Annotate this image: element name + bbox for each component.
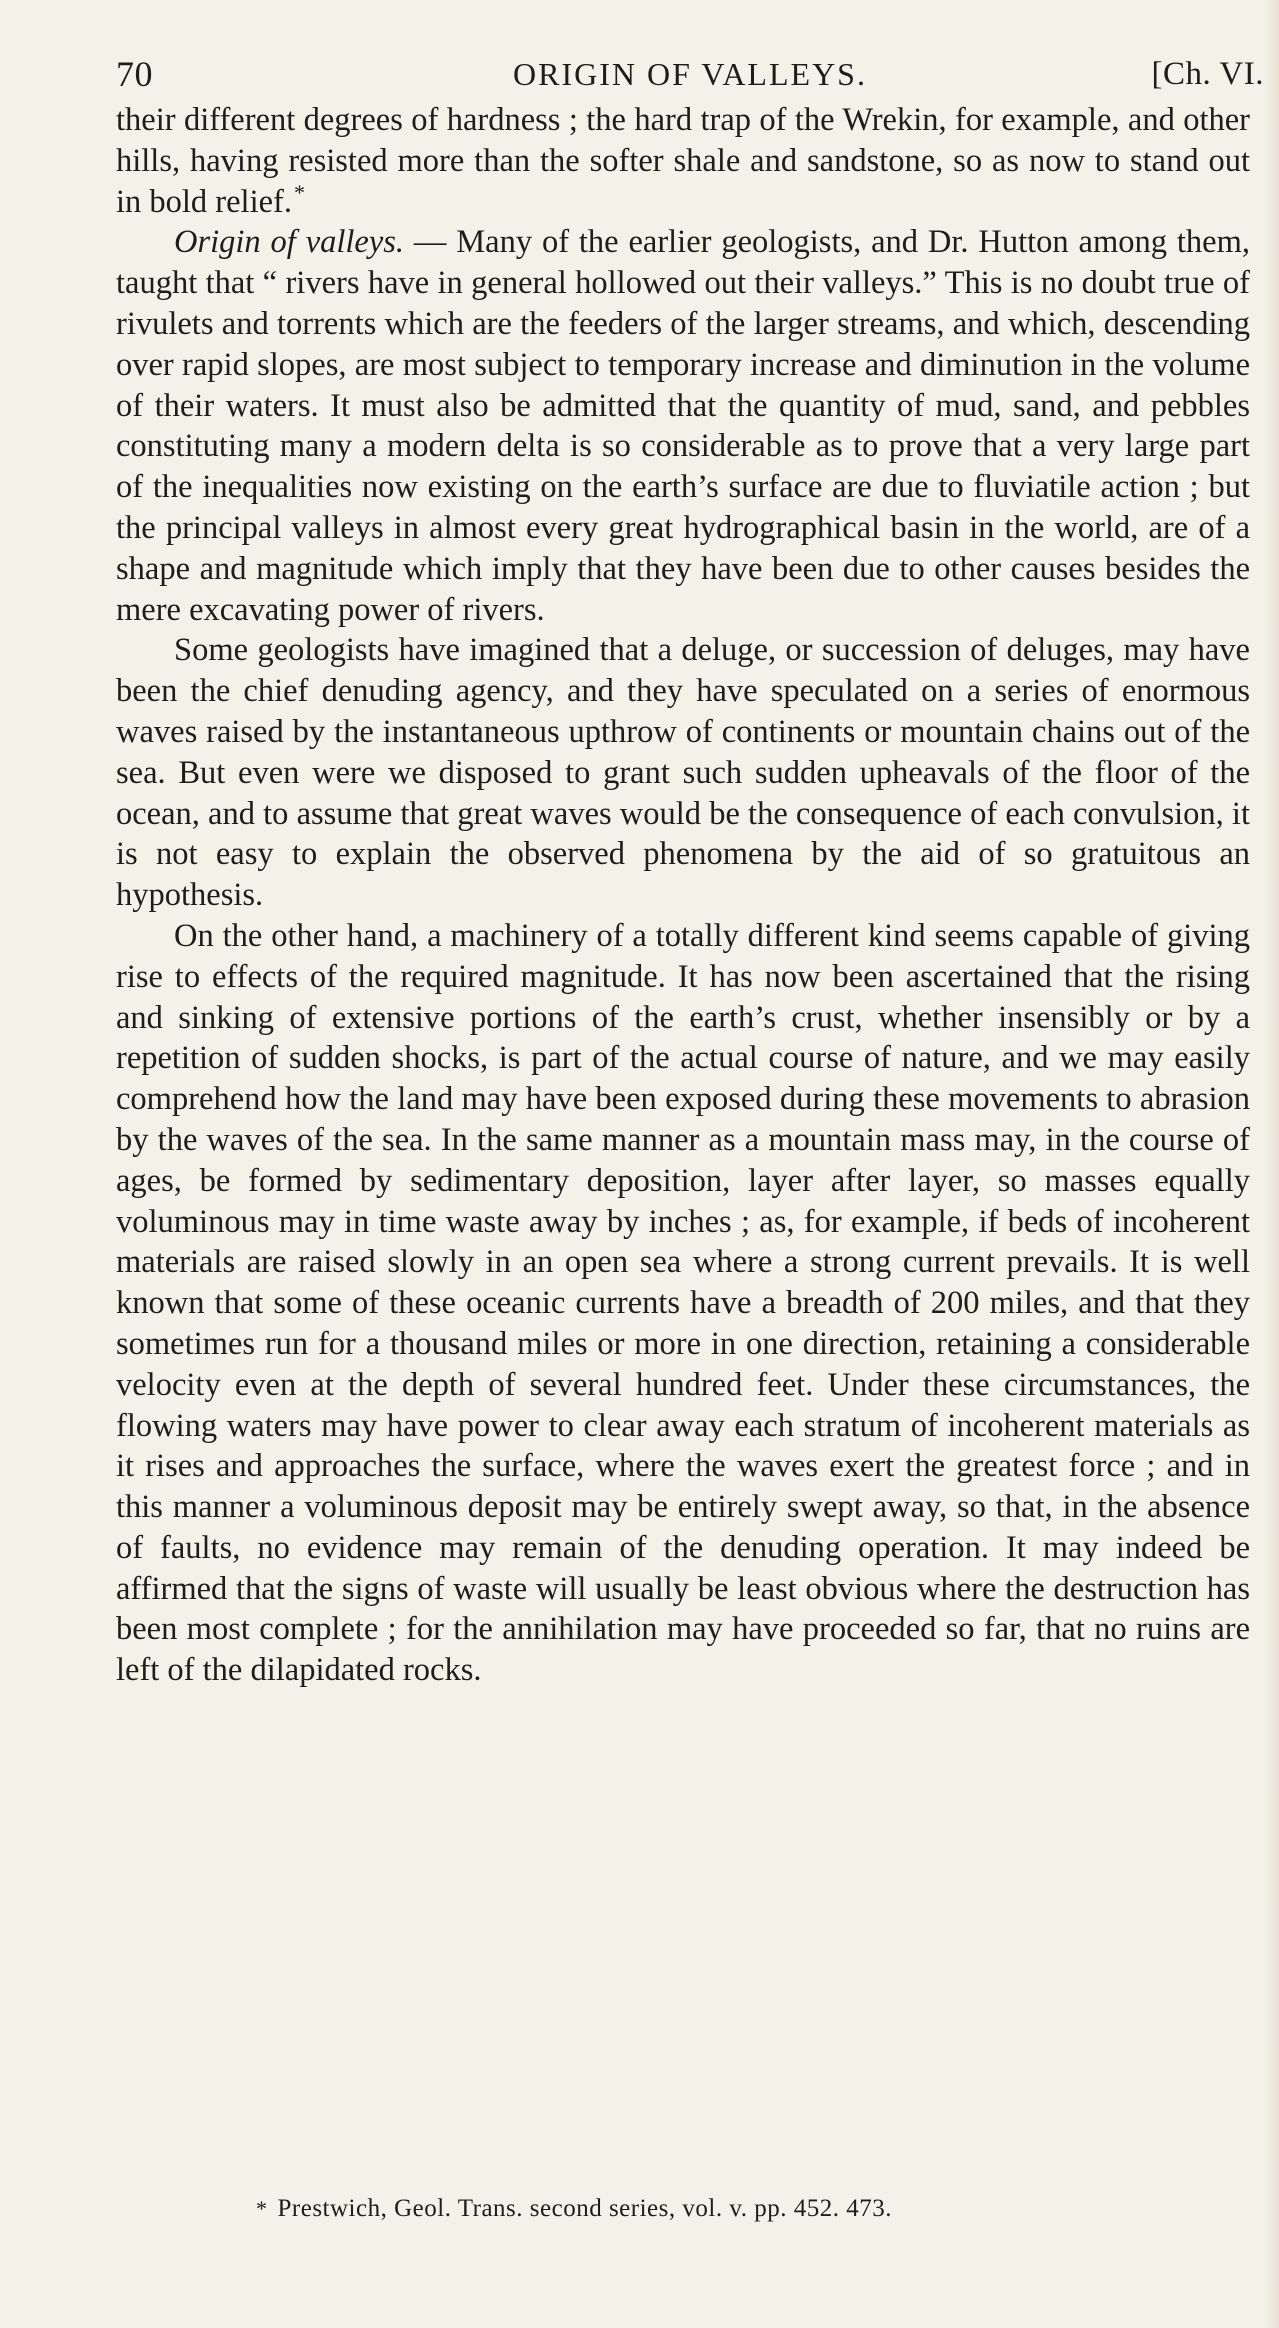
- footnote: [116, 2192, 1250, 2226]
- footnote-marker: *: [256, 2196, 268, 2221]
- paragraph-2-text: Many of the earlier geologists, and Dr. Hutton among them, taught that “ rivers have in general hollowed out their valleys.” This is no doubt true of rivulets and torrents which are the feeders of the larger streams, and which, descending over rapid slopes, are most subject to temporary increase and diminution in the volume of their waters. It must also be admitted that the quantity of mud, sand, and pebbles constituting many a modern delta is so considerable as to prove that a very large part of the inequalities now existing on the earth’s surface are due to fluviatile action ; but the principal valleys in almost every great hydrographical basin in the world, are of a shape and magnitude which imply that they have been due to other causes besides the mere excavating power of rivers.: [116, 224, 1250, 628]
- paragraph-1-text: their different degrees of hardness ; the hard trap of the Wrekin, for example, and other hills, having resisted more than the softer shale and sandstone, so as now to stand out in bold relief.: [116, 102, 1250, 220]
- subheading-dash: —: [404, 224, 457, 261]
- page-edge-shadow: [1265, 0, 1279, 2328]
- footnote-reference-mark: *: [294, 179, 305, 205]
- body-text: [116, 100, 1250, 1691]
- chapter-reference: [Ch. VI.: [1151, 56, 1264, 92]
- paragraph-4: On the other hand, a machinery of a totally different kind seems capable of giving rise to effects of the required magnitude. It has now been ascertained that the rising and sinking of extensive portions of the earth’s crust, whether insensibly or by a repetition of sudden shocks, is part of the actual course of nature, and we may easily comprehend how the land may have been exposed during these movements to abrasion by the waves of the sea. In the same manner as a mountain mass may, in the course of ages, be formed by sedimentary deposition, layer after layer, so masses equally voluminous may in time waste away by inches ; as, for example, if beds of incoherent materials are raised slowly in an open sea where a strong current prevails. It is well known that some of these oceanic currents have a breadth of 200 miles, and that they sometimes run for a thousand miles or more in one direction, retaining a considerable velocity even at the depth of several hundred feet. Under these circumstances, the flowing waters may have power to clear away each stratum of incoherent materials as it rises and approaches the surface, where the waves exert the greatest force ; and in this manner a voluminous deposit may be entirely swept away, so that, in the absence of faults, no evidence may remain of the denuding operation. It may indeed be affirmed that the signs of waste will usually be least obvious where the destruction has been most complete ; for the annihilation may have proceeded so far, that no ruins are left of the dilapidated rocks.: [116, 917, 1250, 1689]
- running-title: ORIGIN OF VALLEYS.: [513, 56, 867, 92]
- footnote-text: Prestwich, Geol. Trans. second series, vol. v. pp. 452. 473.: [277, 2195, 892, 2222]
- paragraph-1: [116, 100, 1250, 222]
- page-header: [116, 48, 1264, 100]
- section-subheading: Origin of valleys.: [174, 224, 405, 261]
- page-number: 70: [116, 54, 153, 94]
- paragraph-2: [116, 222, 1250, 630]
- paragraph-3: Some geologists have imagined that a deluge, or succession of deluges, may have been the chief denuding agency, and they have speculated on a series of enormous waves raised by the instantaneous upthrow of continents or mountain chains out of the sea. But even were we disposed to grant such sudden upheavals of the floor of the ocean, and to assume that great waves would be the consequence of each convulsion, it is not easy to explain the observed phenomena by the aid of so gratuitous an hypothesis.: [116, 632, 1250, 914]
